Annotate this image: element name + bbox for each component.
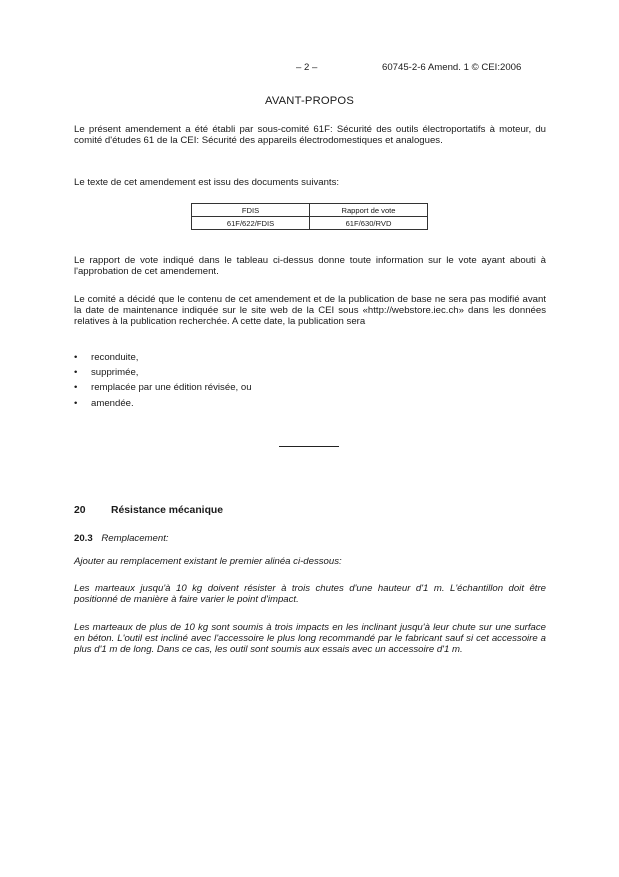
bullet-icon: • xyxy=(74,367,78,379)
section-number: 20 xyxy=(74,505,86,516)
bullet-icon: • xyxy=(74,397,78,409)
page-number: – 2 – xyxy=(296,62,318,73)
table-cell-fdis: 61F/622/FDIS xyxy=(192,217,310,230)
foreword-paragraph-maintenance: Le comité a décidé que le contenu de cet amendement et de la publication de base ne sera pas modifié avant la date de maintenance indiquée sur le site web de la CEI sous «http://webstore.iec.ch» dans les données relatives à la publication recherchée. A cette date, la publication sera xyxy=(74,294,546,328)
subsection-heading xyxy=(74,533,169,544)
foreword-title: AVANT-PROPOS xyxy=(264,95,354,107)
table-header-fdis: FDIS xyxy=(192,204,310,217)
subsection-title: Remplacement: xyxy=(101,533,169,544)
subsection-intro: Ajouter au remplacement existant le premier alinéa ci-dessous: xyxy=(74,556,342,567)
bullet-icon: • xyxy=(74,382,78,394)
foreword-paragraph-committee: Le présent amendement a été établi par sous-comité 61F: Sécurité des outils électroportatifs à moteur, du comité d'études 61 de la CEI: Sécurité des appareils électrodomestiques et analogues. xyxy=(74,124,546,147)
list-item-text: supprimée, xyxy=(91,367,139,379)
bullet-icon: • xyxy=(74,352,78,363)
list-item-text: remplacée par une édition révisée, ou xyxy=(91,382,252,394)
document-reference: 60745-2-6 Amend. 1 © CEI:2006 xyxy=(382,62,522,73)
table-header-voting-report: Rapport de vote xyxy=(310,204,428,217)
foreword-paragraph-documents: Le texte de cet amendement est issu des documents suivants: xyxy=(74,177,340,188)
section-title: Résistance mécanique xyxy=(111,505,224,516)
subsection-number: 20.3 xyxy=(74,533,93,544)
foreword-paragraph-voting: Le rapport de vote indiqué dans le tableau ci-dessus donne toute information sur le vote ayant abouti à l'approbation de cet amendement. xyxy=(74,255,546,278)
requirement-paragraph-heavy-hammers: Les marteaux de plus de 10 kg sont soumis à trois impacts en les inclinant jusqu'à leur chute sur une surface en béton. L'outil est incliné avec l'accessoire le plus long recommandé par le fabricant sauf si cet accessoire a plus d'1 m de long. Dans ce cas, les outil sont soumis aux essais avec un accessoire d'1 m. xyxy=(74,622,546,656)
requirement-paragraph-light-hammers: Les marteaux jusqu'à 10 kg doivent résister à trois chutes d'une hauteur d'1 m. L'échantillon doit être positionné de manière à faire varier le point d'impact. xyxy=(74,583,546,606)
list-item-text: reconduite, xyxy=(91,352,139,363)
table-header-row xyxy=(192,204,428,217)
section-divider xyxy=(279,446,339,447)
voting-documents-table xyxy=(191,203,428,230)
table-cell-rvd: 61F/630/RVD xyxy=(310,217,428,230)
table-row xyxy=(192,217,428,230)
list-item-text: amendée. xyxy=(91,397,134,409)
